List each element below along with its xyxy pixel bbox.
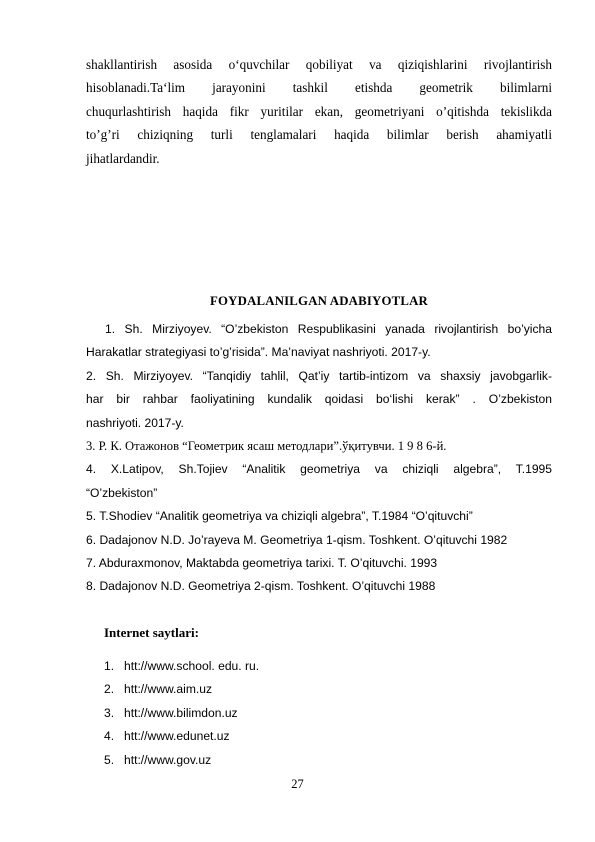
- site-link[interactable]: htt://www.gov.uz: [124, 752, 212, 767]
- list-item: [104, 749, 404, 772]
- list-number: 1.: [104, 659, 115, 673]
- intro-paragraph: [86, 53, 552, 170]
- internet-sites-list: [104, 655, 404, 772]
- paragraph-line: hisoblanadi.Ta‘lim jarayonini tashkil etishda geometrik bilimlarni: [86, 80, 552, 96]
- list-item: [104, 655, 404, 678]
- reference-line: 3. Р. К. Отажонов “Геометрик ясаш методлари”.ўқитувчи. 1 9 8 6-й.: [86, 438, 447, 453]
- reference-line: nashriyoti. 2017-y.: [86, 415, 184, 430]
- list-item: [104, 725, 404, 748]
- site-link[interactable]: htt://www.school. edu. ru.: [124, 659, 260, 673]
- internet-sites-heading: Internet saytlari:: [104, 625, 199, 640]
- paragraph-line: jihatlardandir.: [86, 150, 160, 166]
- site-link[interactable]: htt://www.aim.uz: [124, 682, 213, 697]
- list-number: 3.: [104, 705, 115, 720]
- reference-line: 7. Abduraxmonov, Maktabda geometriya tarixi. T. O’qituvchi. 1993: [86, 555, 438, 570]
- list-number: 5.: [104, 752, 115, 767]
- references-list: [86, 318, 552, 599]
- reference-line: 5. T.Shodiev “Analitik geometriya va chiziqli algebra”, T.1984 “O’qituvchi”: [86, 509, 473, 524]
- references-heading: FOYDALANILGAN ADABIYOTLAR: [210, 294, 428, 308]
- reference-line: har bir rahbar faoliyatining kundalik qoidasi bo‘lishi kerak” . O’zbekiston: [86, 392, 552, 407]
- list-number: 4.: [104, 729, 115, 744]
- reference-line: “O’zbekiston”: [86, 485, 158, 500]
- paragraph-line: to’g’ri chiziqning turli tenglamalari haqida bilimlar berish ahamiyatli: [86, 127, 552, 143]
- list-item: [104, 702, 404, 725]
- reference-line: 8. Dadajonov N.D. Geometriya 2-qism. Toshkent. O’qituvchi 1988: [86, 579, 436, 594]
- list-item: [104, 678, 404, 701]
- site-link[interactable]: htt://www.bilimdon.uz: [124, 705, 238, 720]
- reference-line: 1. Sh. Mirziyoyev. “O’zbekiston Respublikasini yanada rivojlantirish bo’yicha: [105, 322, 552, 336]
- paragraph-line: chuqurlashtirish haqida fikr yuritilar ekan, geometriyani o’qitishda tekislikda: [86, 103, 552, 119]
- reference-line: 4. X.Latipov, Sh.Tojiev “Analitik geometriya va chiziqli algebra”, T.1995: [86, 462, 552, 477]
- site-link[interactable]: htt://www.edunet.uz: [124, 729, 230, 744]
- reference-line: 6. Dadajonov N.D. Jo’rayeva M. Geometriya 1-qism. Toshkent. O’qituvchi 1982: [86, 532, 508, 547]
- list-number: 2.: [104, 682, 115, 697]
- page-number: 27: [291, 777, 304, 791]
- paragraph-line: shakllantirish asosida o‘quvchilar qobiliyat va qiziqishlarini rivojlantirish: [86, 57, 552, 72]
- reference-line: Harakatlar strategiyasi to’g’risida”. Ma’naviyat nashriyoti. 2017-y.: [86, 345, 431, 360]
- reference-line: 2. Sh. Mirziyoyev. “Tanqidiy tahlil, Qat’iy tartib-intizom va shaxsiy javobgarlik-: [86, 368, 552, 383]
